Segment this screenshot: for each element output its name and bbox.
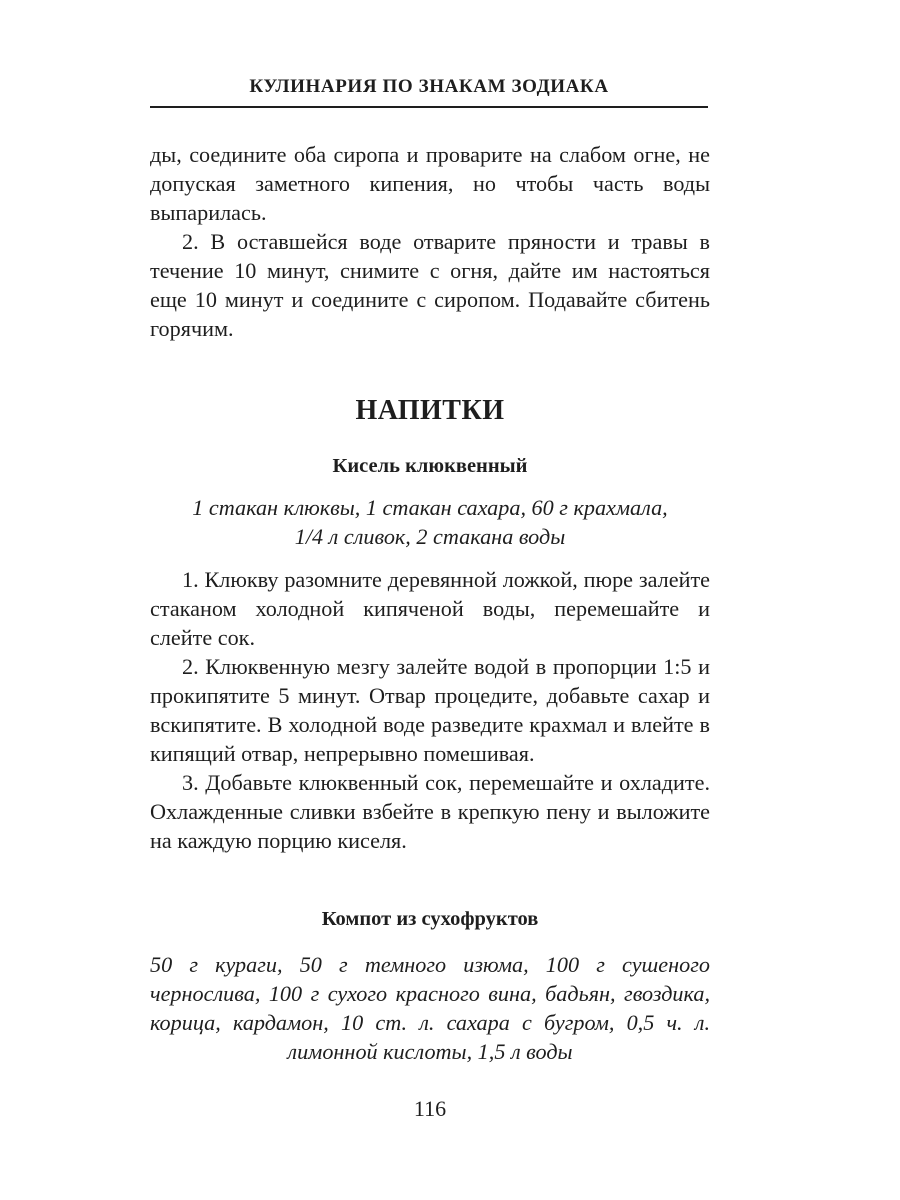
page-number: 116: [413, 1096, 447, 1121]
intro-paragraph-2: 2. В оставшейся воде отварите пряности и травы в течение 10 минут, снимите с огня, дайте им настояться еще 10 минут и соедините с сиропом. Подавайте сбитень горячим.: [150, 229, 710, 341]
intro-text: [150, 140, 710, 343]
kissel-step-1: 1. Клюкву разомните деревянной ложкой, пюре залейте стаканом холодной кипяченой воды, перемешайте и слейте сок.: [150, 567, 710, 650]
running-head: КУЛИНАРИЯ ПО ЗНАКАМ ЗОДИАКА: [249, 76, 609, 97]
intro-paragraph-1: ды, соедините оба сиропа и проварите на слабом огне, не допуская заметного кипения, но чтобы часть воды выпарилась.: [150, 142, 710, 225]
header-rule: [150, 106, 708, 108]
section-title: НАПИТКИ: [355, 395, 505, 426]
recipe-title-compote: Компот из сухофруктов: [321, 908, 539, 930]
kissel-step-2: 2. Клюквенную мезгу залейте водой в пропорции 1:5 и прокипятите 5 минут. Отвар процедите, добавьте сахар и вскипятите. В холодной воде разведите крахмал и влейте в кипящий отвар, непрерывно помешивая.: [150, 654, 710, 766]
kissel-steps: [150, 565, 710, 855]
ingredients-kissel-line-1: 1 стакан клюквы, 1 стакан сахара, 60 г крахмала,: [192, 495, 668, 520]
ingredients-kissel: [150, 493, 710, 551]
ingredients-kissel-line-2: 1/4 л сливок, 2 стакана воды: [294, 524, 566, 549]
ingredients-compote: [150, 950, 710, 1066]
recipe-title-kissel: Кисель клюквенный: [332, 455, 528, 477]
ingredients-compote-text: 50 г кураги, 50 г темного изюма, 100 г сушеного чернослива, 100 г сухого красного вина, бадьян, гвоздика, корица, кардамон, 10 ст. л. сахара с бугром, 0,5 ч. л. лимонной кислоты, 1,5 л воды: [150, 952, 710, 1064]
kissel-step-3: 3. Добавьте клюквенный сок, перемешайте и охладите. Охлажденные сливки взбейте в крепкую пену и выложите на каждую порцию киселя.: [150, 770, 710, 853]
